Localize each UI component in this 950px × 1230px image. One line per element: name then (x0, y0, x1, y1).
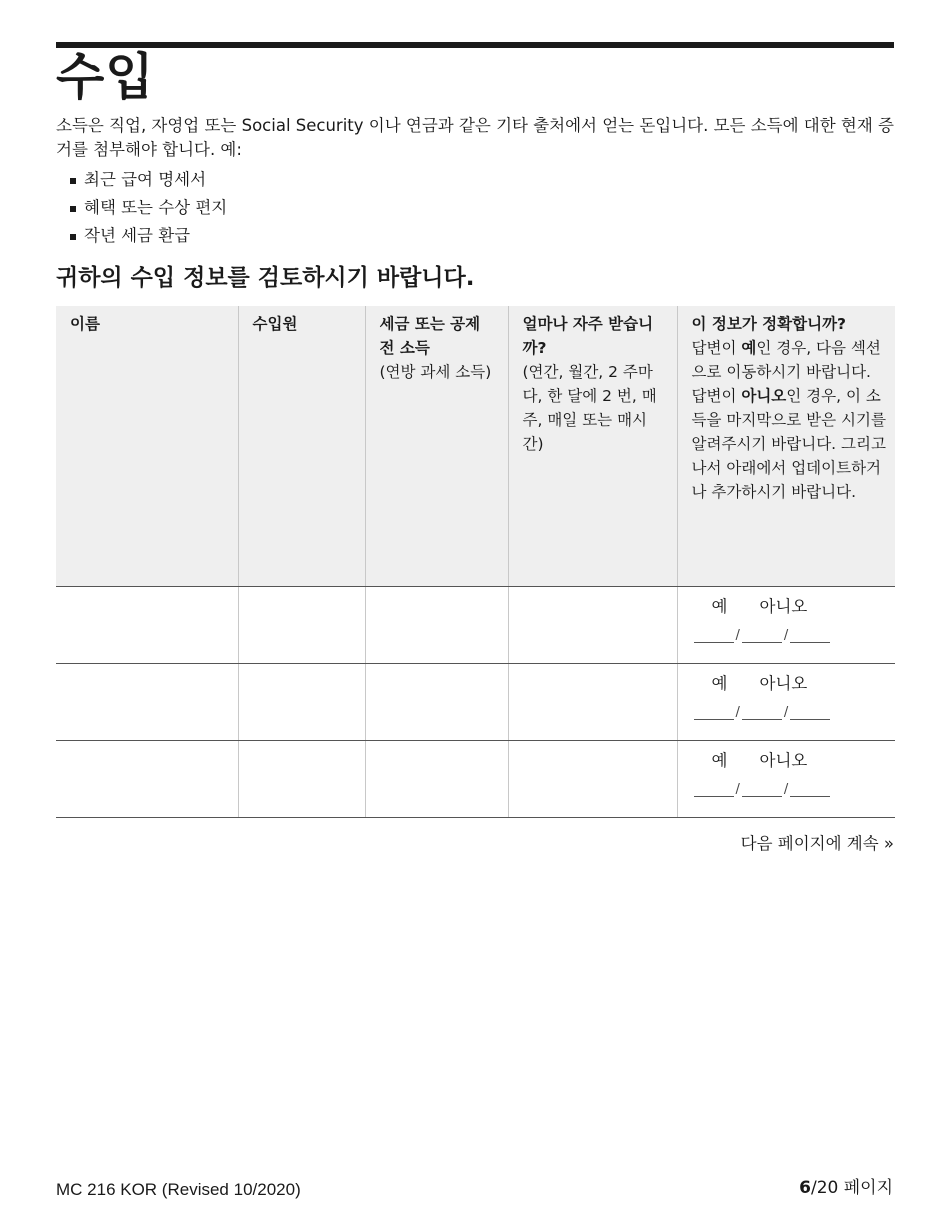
table-row (56, 664, 895, 741)
col-header-correct-title: 이 정보가 정확합니까? (691, 315, 847, 333)
top-rule (56, 42, 894, 48)
table-row (56, 587, 895, 664)
date-separator: / (735, 705, 740, 720)
date-month-blank[interactable] (694, 629, 734, 643)
intro-text: 소득은 직업, 자영업 또는 Social Security 이나 연금과 같은 기타 출처에서 얻는 돈입니다. 모든 소득에 대한 현재 증거를 첨부해야 합니다. 예: (56, 116, 894, 159)
yes-option[interactable]: 예 (711, 597, 728, 616)
income-table (56, 306, 895, 818)
date-month-blank[interactable] (694, 783, 734, 797)
col-header-name (56, 306, 238, 587)
page-number (799, 1176, 893, 1200)
page-current: 6 (799, 1178, 811, 1198)
page-title: 수입 (56, 48, 155, 106)
list-item: 최근 급여 명세서 (70, 166, 227, 194)
date-separator: / (783, 782, 789, 797)
date-separator: / (735, 782, 740, 797)
form-id: MC 216 KOR (Revised 10/2020) (56, 1180, 301, 1199)
no-option[interactable]: 아니오 (759, 597, 808, 616)
yes-no-options (712, 750, 896, 772)
answer-cell (677, 587, 895, 664)
yes-option[interactable]: 예 (711, 674, 728, 693)
frequency-cell[interactable] (508, 741, 677, 818)
date-day-blank[interactable] (742, 706, 782, 720)
gross-income-cell[interactable] (365, 741, 508, 818)
name-cell[interactable] (56, 587, 238, 664)
list-item: 작년 세금 환급 (70, 222, 227, 250)
date-separator: / (735, 628, 740, 643)
no-option[interactable]: 아니오 (759, 751, 808, 770)
col-header-correct-text-1: 답변이 (691, 339, 742, 357)
date-year-blank[interactable] (790, 783, 830, 797)
col-header-correct-yes: 예 (741, 339, 757, 357)
table-row (56, 741, 895, 818)
col-header-source-label: 수입원 (252, 315, 298, 333)
date-month-blank[interactable] (694, 706, 734, 720)
date-field[interactable] (692, 628, 896, 643)
date-field[interactable] (692, 782, 896, 797)
col-header-correct-no: 아니오 (741, 387, 787, 405)
col-header-correct-text-3: 인 경우, 이 소득을 마지막으로 받은 시기를 알려주시기 바랍니다. 그리고 나서 아래에서 업데이트하거나 추가하시기 바랍니다. (691, 387, 886, 501)
source-cell[interactable] (238, 587, 365, 664)
col-header-correct-text-2: 인 경우, 다음 섹션으로 이동하시기 바랍니다. 답변이 (691, 339, 881, 405)
col-header-name-label: 이름 (70, 315, 100, 333)
name-cell[interactable] (56, 741, 238, 818)
date-day-blank[interactable] (742, 783, 782, 797)
source-cell[interactable] (238, 664, 365, 741)
date-day-blank[interactable] (742, 629, 782, 643)
col-header-frequency (508, 306, 677, 587)
col-header-gross-title: 세금 또는 공제 전 소득 (379, 315, 481, 357)
col-header-frequency-title: 얼마나 자주 받습니까? (522, 315, 654, 357)
date-field[interactable] (692, 705, 896, 720)
col-header-correct (677, 306, 895, 587)
col-header-source (238, 306, 365, 587)
date-separator: / (783, 628, 789, 643)
date-separator: / (783, 705, 789, 720)
source-cell[interactable] (238, 741, 365, 818)
answer-cell (677, 664, 895, 741)
frequency-cell[interactable] (508, 587, 677, 664)
date-year-blank[interactable] (790, 629, 830, 643)
examples-list (70, 166, 227, 250)
frequency-cell[interactable] (508, 664, 677, 741)
review-heading: 귀하의 수입 정보를 검토하시기 바랍니다. (56, 265, 475, 291)
yes-option[interactable]: 예 (711, 751, 728, 770)
col-header-frequency-note: (연간, 월간, 2 주마다, 한 달에 2 번, 매주, 매일 또는 매시간) (522, 363, 657, 453)
gross-income-cell[interactable] (365, 664, 508, 741)
yes-no-options (712, 596, 896, 618)
gross-income-cell[interactable] (365, 587, 508, 664)
table-header-row (56, 306, 895, 587)
yes-no-options (712, 673, 896, 695)
page-total: /20 페이지 (810, 1178, 893, 1198)
no-option[interactable]: 아니오 (759, 674, 808, 693)
date-year-blank[interactable] (790, 706, 830, 720)
col-header-gross (365, 306, 508, 587)
col-header-gross-note: (연방 과세 소득) (379, 363, 492, 381)
name-cell[interactable] (56, 664, 238, 741)
answer-cell (677, 741, 895, 818)
continue-next-page: 다음 페이지에 계속 » (740, 834, 894, 853)
list-item: 혜택 또는 수상 편지 (70, 194, 227, 222)
